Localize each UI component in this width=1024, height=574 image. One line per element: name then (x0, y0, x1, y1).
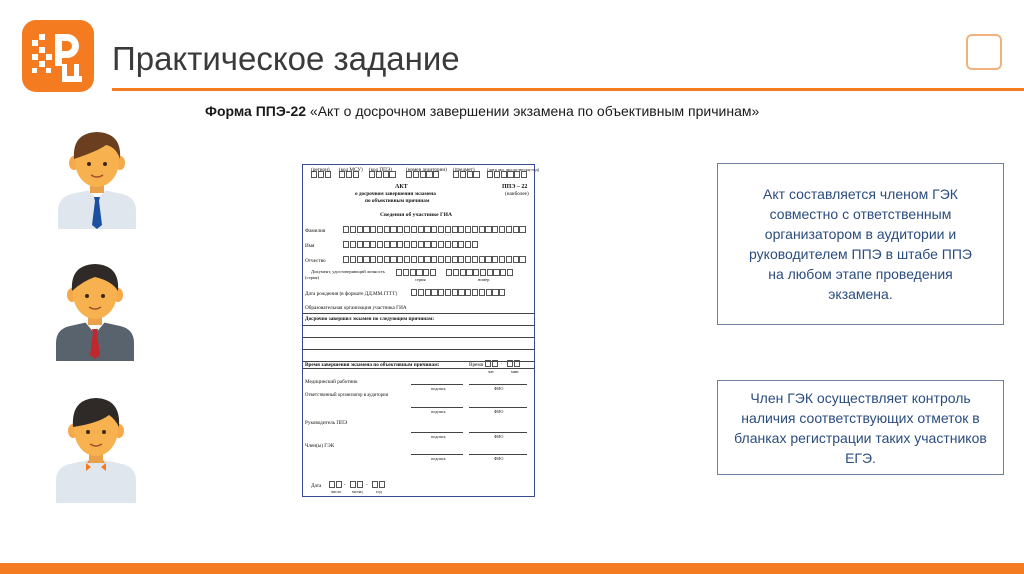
act-title: АКТ (395, 184, 408, 190)
label-number: номер (478, 277, 490, 282)
day-cells (329, 481, 343, 488)
hour-cells (485, 360, 499, 367)
label-reasons: Досрочно завершил экзамен по следующим причинам: (305, 316, 435, 322)
patronymic-cells (343, 256, 526, 263)
form-description: «Акт о досрочном завершении экзамена по объективным причинам» (306, 103, 760, 119)
label-date: Дата (311, 483, 322, 489)
time-separator: : (501, 360, 503, 366)
label-month: месяц (352, 489, 363, 494)
label-fio: ФИО (494, 386, 504, 391)
footer-bar (0, 563, 1024, 574)
label-head: Руководитель ППЭ (305, 420, 348, 426)
act-subtitle: о досрочном завершении экзамена (355, 191, 436, 197)
logo (22, 20, 94, 92)
person-avatar-icon (54, 263, 136, 361)
act-code-note: (наиболее) (505, 191, 529, 197)
label-medic: Медицинский работник (305, 379, 358, 385)
info-text-act: Акт составляется членом ГЭК совместно с ответственным организатором в аудитории и руководителем ППЭ в штабе ППЭ на любом этапе проведения экзамена. (749, 186, 972, 302)
label-year: год (376, 489, 382, 494)
label-minutes: мин (511, 369, 519, 374)
info-text-control: Член ГЭК осуществляет контроль наличия соответствующих отметок в бланках регистрации таких участников ЕГЭ. (734, 389, 987, 466)
minute-cells (507, 360, 521, 367)
label-birth: Дата рождения (в формате ДД.ММ.ГГГГ) (305, 291, 398, 297)
surname-cells (343, 226, 526, 233)
label-gek: Член(ы) ГЭК (305, 443, 335, 449)
col-header: (дата экз. число-месяц-год) (487, 167, 540, 172)
label-document-sub: (серия) (305, 275, 320, 280)
month-cells (350, 481, 364, 488)
label-fio: ФИО (494, 434, 504, 439)
label-name: Имя (305, 243, 315, 249)
label-fio: ФИО (494, 456, 504, 461)
title-divider (112, 88, 1024, 91)
person-avatar-icon (54, 397, 138, 503)
label-surname: Фамилия (305, 228, 326, 234)
form-ppe22-preview (302, 164, 540, 497)
act-code: ППЭ – 22 (502, 184, 528, 190)
birth-cells (411, 289, 506, 296)
label-day: число (331, 489, 342, 494)
label-hours: час (488, 369, 495, 374)
date-dash: - (366, 482, 368, 488)
corner-frame-icon (966, 34, 1002, 70)
form-subtitle (205, 103, 759, 119)
info-box-act (717, 163, 1004, 325)
label-org: Образовательная организация участника ГИА (305, 305, 407, 311)
section-title: Сведения об участнике ГИА (380, 212, 452, 218)
col-header: (предмет) (453, 167, 475, 173)
col-header: (регион) (311, 167, 330, 173)
label-sign: подпись (431, 434, 446, 439)
col-header: (номер аудитории) (406, 167, 447, 173)
col-header: (код ППЭ) (369, 167, 393, 173)
info-box-control (717, 380, 1004, 475)
label-time: Время (469, 362, 484, 368)
label-patronymic: Отчество (305, 258, 326, 264)
year-cells (372, 481, 386, 488)
name-cells (343, 241, 479, 248)
label-sign: подпись (431, 456, 446, 461)
label-series: серия (415, 277, 426, 282)
logo-icon (22, 20, 94, 92)
label-organizer: Ответственный организатор в аудитории (305, 393, 389, 398)
series-cells (396, 269, 437, 276)
label-sign: подпись (431, 409, 446, 414)
label-fio: ФИО (494, 409, 504, 414)
label-end-time: Время завершения экзамена по объективным причинам: (305, 362, 440, 368)
person-avatar-icon (56, 131, 138, 229)
date-dash: - (344, 482, 346, 488)
col-header: (код МСУ) (339, 167, 363, 173)
form-code: Форма ППЭ-22 (205, 103, 307, 119)
label-sign: подпись (431, 386, 446, 391)
act-subtitle: по объективным причинам (365, 198, 430, 204)
page-title: Практическое задание (112, 40, 460, 77)
label-document: Документ, удостоверяющий личность (311, 269, 385, 274)
number-cells (446, 269, 514, 276)
